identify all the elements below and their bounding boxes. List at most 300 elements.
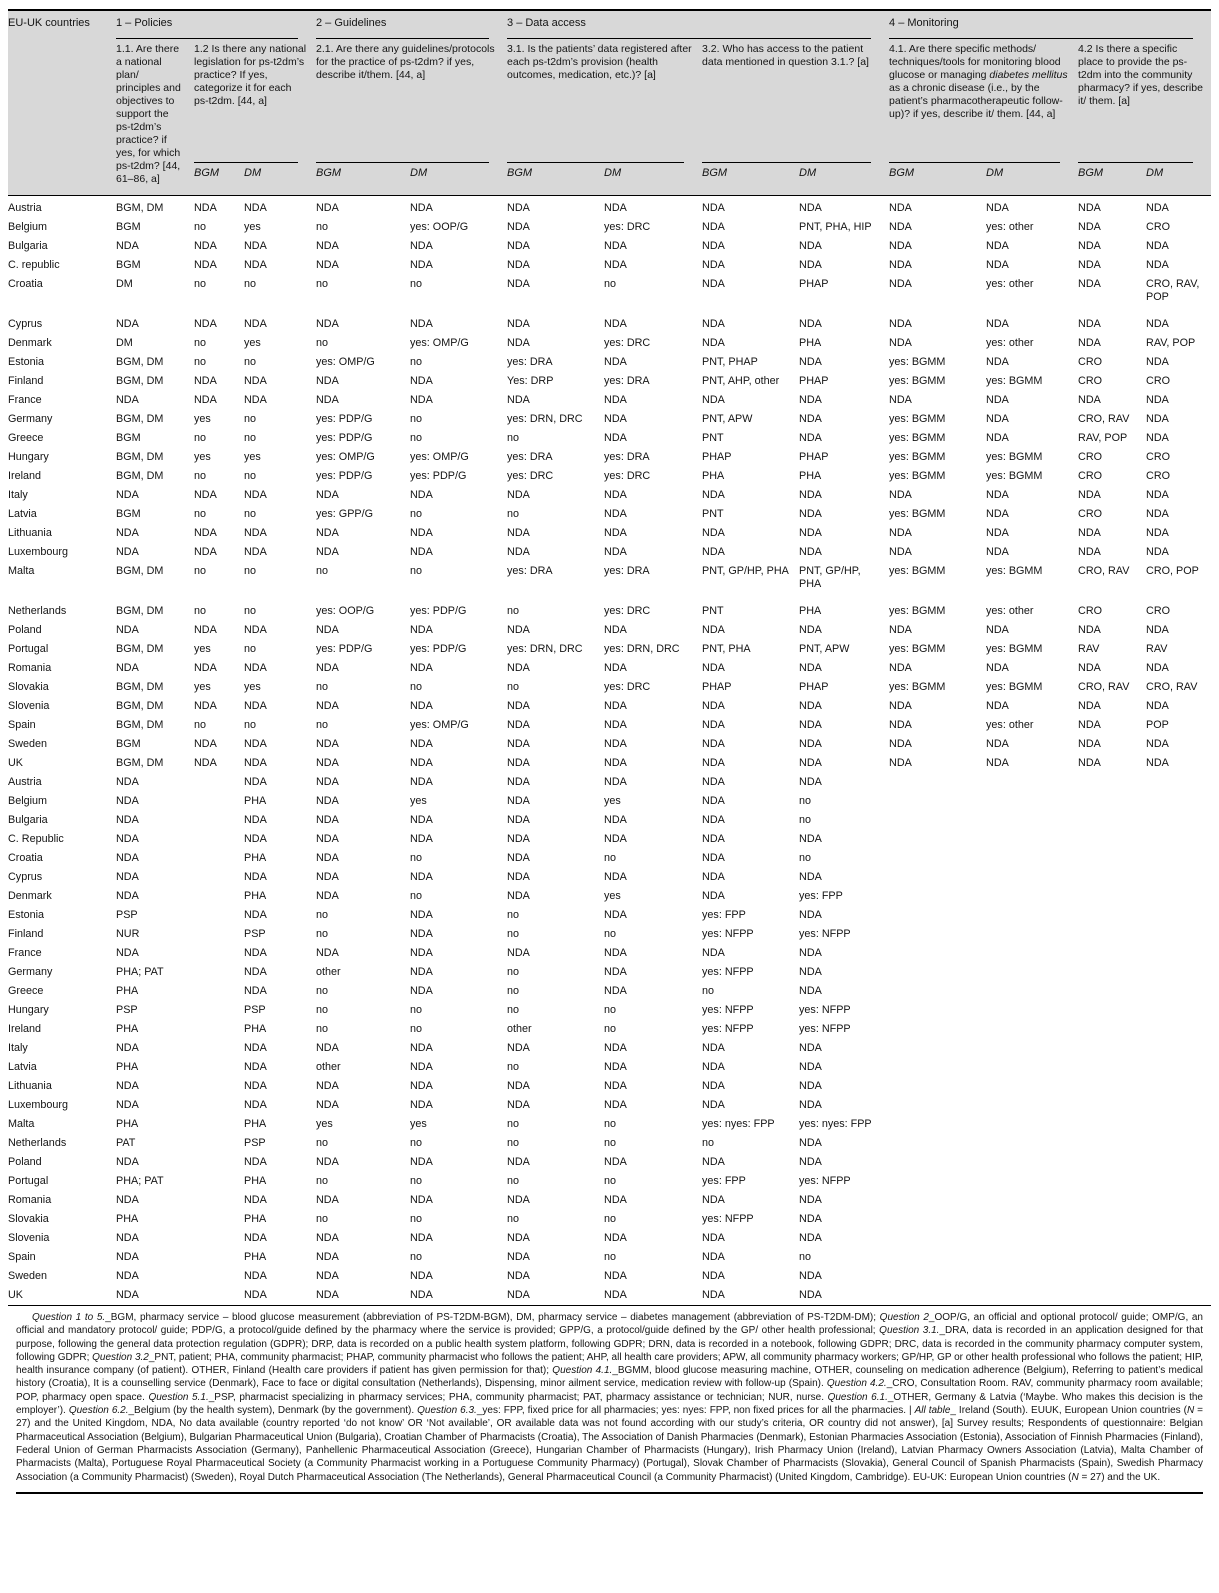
table-cell: NDA — [316, 1042, 339, 1054]
table-cell — [1078, 868, 1146, 887]
row-country: Poland — [8, 1156, 42, 1168]
table-cell: NDA — [316, 240, 339, 252]
table-cell — [889, 849, 986, 868]
row-country: Germany — [8, 966, 53, 978]
table-cell: NDA — [410, 375, 433, 387]
table-cell: yes: DRC — [604, 681, 651, 693]
table-cell — [889, 1096, 986, 1115]
table-cell: PHA — [116, 1213, 139, 1225]
table-cell: NDA — [507, 738, 530, 750]
footnote-question-marker: N — [1186, 1405, 1195, 1417]
table-cell: no — [194, 565, 207, 577]
table-cell — [194, 1248, 244, 1267]
table-cell: NDA — [986, 757, 1009, 769]
table-cell: NDA — [1146, 240, 1169, 252]
table-cell: NDA — [244, 1156, 267, 1168]
table-cell: NDA — [604, 814, 627, 826]
table-cell: NDA — [244, 1289, 267, 1301]
table-cell — [1078, 1286, 1146, 1306]
table-cell: NDA — [507, 202, 530, 214]
table-cell: yes: OOP/G — [316, 605, 375, 617]
footnote-text: _OOP/G, an official and optional protocol/ guide; OMP/G, an official and mandatory protocol/ guide; PDP/G, a protocol/guide defined by the pharmacy where the service is provided; GPP/G, a protocol/guide defined by the GP/ other health professional; — [16, 1312, 1203, 1337]
table-row — [8, 982, 1211, 1001]
table-cell: NDA — [1146, 508, 1169, 520]
table-cell: NDA — [702, 1289, 725, 1301]
table-row — [8, 1039, 1211, 1058]
table-row — [8, 1191, 1211, 1210]
table-cell — [889, 1248, 986, 1267]
table-cell: NDA — [316, 814, 339, 826]
corner-header — [8, 10, 116, 196]
table-row — [8, 275, 1211, 307]
question-3-1-text: 3.1. Is the patients’ data registered after each ps-t2dm’s provision (health outcomes, medication, etc.)? [a] — [507, 43, 692, 81]
table-cell: NDA — [410, 259, 433, 271]
table-cell: NDA — [702, 240, 725, 252]
table-cell: NDA — [507, 221, 530, 233]
row-country: Cyprus — [8, 871, 43, 883]
table-cell: NDA — [604, 738, 627, 750]
row-country: UK — [8, 1289, 23, 1301]
table-cell: NDA — [799, 527, 822, 539]
subheader-dm: DM — [1146, 163, 1211, 195]
table-cell: NDA — [410, 318, 433, 330]
table-cell: no — [316, 1004, 329, 1016]
table-cell: NDA — [604, 662, 627, 674]
table-cell: no — [410, 508, 423, 520]
table-cell: NDA — [702, 738, 725, 750]
table-row — [8, 524, 1211, 543]
table-cell: yes: BGMM — [986, 643, 1043, 655]
table-cell: NDA — [889, 719, 912, 731]
table-row — [8, 429, 1211, 448]
table-cell: NDA — [799, 1137, 822, 1149]
table-cell: NDA — [799, 776, 822, 788]
subheader-bgm: BGM — [194, 163, 244, 195]
footnote-text: _BGM, pharmacy service – blood glucose measurement (abbreviation of PS-T2DM-BGM), DM, pharmacy service – diabetes management (abbreviation of PS-T2DM-DM); — [105, 1312, 880, 1323]
table-cell: PHA — [244, 1213, 267, 1225]
table-row — [8, 1115, 1211, 1134]
table-cell: yes: FPP — [799, 890, 843, 902]
table-cell — [986, 1191, 1078, 1210]
table-row — [8, 1210, 1211, 1229]
table-cell: PSP — [244, 1004, 266, 1016]
table-cell: yes — [244, 337, 261, 349]
footnote-question-marker: Question 5.1. — [148, 1391, 209, 1403]
table-cell: NDA — [116, 1080, 139, 1092]
row-country: Belgium — [8, 221, 48, 233]
table-cell: NDA — [194, 259, 217, 271]
table-cell — [889, 887, 986, 906]
table-cell: NDA — [604, 508, 627, 520]
table-cell: NDA — [244, 700, 267, 712]
footnote-question-marker: Question 2 — [879, 1312, 929, 1323]
table-cell: no — [507, 985, 520, 997]
table-cell — [194, 1001, 244, 1020]
table-row — [8, 678, 1211, 697]
table-cell: NDA — [244, 909, 267, 921]
table-cell: NDA — [507, 1080, 530, 1092]
table-cell: NDA — [116, 394, 139, 406]
table-row — [8, 1134, 1211, 1153]
table-cell: NDA — [889, 738, 912, 750]
table-cell: NDA — [507, 776, 530, 788]
table-cell: yes — [244, 451, 261, 463]
footnote-text: = 27) and the United Kingdom, NDA, No data available (country reported ‘do not know’ OR ‘Not available’, OR available data was not found according with our study’s criteria, OR country did not answer), [a] Survey results; Respondents of questionnaire: Belgian Pharmaceutical Association (Belgium), Bulgarian Pharmaceutical Union (Bulgaria), Croatian Chamber of Pharmacists (Croatia), The Association of Danish Pharmacies (Denmark), Estonian Pharmacies Association (Estonia), Association of Finnish Pharmacies (Finland), Federal Union of German Pharmacists Association (Germany), Panhellenic Pharmaceutical Association (Greece), Hungarian Chamber of Pharmacists (Hungary), Irish Pharmacy Union (Ireland), Latvian Pharmacy Owners Association (Latvia), Malta Chamber of Pharmacists (Malta), Portuguese Royal Pharmaceutical Society (a Community Pharmacist working in a Portuguese Community Pharmacy) (Portugal), Slovak Chamber of Pharmacists (Slovakia), General Council of Spanish Pharmacists (Spain), Swedish Pharmacy Association (a Community Pharmacist) (Sweden), Royal Dutch Pharmaceutical Association (The Netherlands), General Pharmaceutical Council (a Community Pharmacist) (United Kingdom, Cambridge). EU-UK: European Union countries ( — [16, 1405, 1204, 1483]
table-cell — [1078, 1172, 1146, 1191]
table-cell: yes: NFPP — [799, 1004, 851, 1016]
table-cell: no — [702, 985, 715, 997]
table-cell: RAV — [1078, 643, 1100, 655]
table-cell — [986, 1039, 1078, 1058]
table-cell: yes: DRA — [604, 375, 650, 387]
table-cell: NDA — [244, 1042, 267, 1054]
table-cell: NDA — [702, 259, 725, 271]
table-cell: PNT, GP/HP, PHA — [702, 565, 789, 577]
table-cell: yes: NFPP — [702, 1213, 754, 1225]
table-cell: NDA — [986, 700, 1009, 712]
table-cell — [986, 1134, 1078, 1153]
table-cell: NDA — [604, 833, 627, 845]
table-cell: NDA — [410, 909, 433, 921]
table-cell: NDA — [702, 1232, 725, 1244]
table-cell — [1146, 1115, 1211, 1134]
table-cell: NDA — [702, 221, 725, 233]
table-cell — [889, 925, 986, 944]
table-cell: CRO — [1078, 470, 1103, 482]
group-policies — [116, 10, 316, 39]
table-cell: CRO — [1078, 451, 1103, 463]
table-cell — [194, 982, 244, 1001]
table-cell: yes: GPP/G — [316, 508, 373, 520]
table-cell: yes: BGMM — [889, 605, 946, 617]
table-cell: NDA — [604, 1270, 627, 1282]
table-cell: no — [410, 413, 423, 425]
table-cell — [986, 1267, 1078, 1286]
table-cell — [986, 925, 1078, 944]
table-cell: CRO — [1146, 375, 1171, 387]
table-cell: NDA — [799, 1080, 822, 1092]
table-row — [8, 391, 1211, 410]
table-cell — [986, 1001, 1078, 1020]
table-cell: NDA — [316, 489, 339, 501]
table-row — [8, 849, 1211, 868]
table-cell: BGM, DM — [116, 643, 164, 655]
table-cell — [1146, 1267, 1211, 1286]
table-cell: NDA — [410, 966, 433, 978]
table-cell — [1146, 1210, 1211, 1229]
table-cell: NDA — [604, 757, 627, 769]
table-cell: NDA — [316, 1099, 339, 1111]
table-cell: yes: OMP/G — [316, 451, 375, 463]
table-cell: NDA — [604, 1156, 627, 1168]
table-cell — [1146, 1229, 1211, 1248]
table-cell: NDA — [986, 527, 1009, 539]
row-country: Denmark — [8, 337, 52, 349]
results-table-body — [8, 196, 1211, 1306]
row-country: Bulgaria — [8, 814, 48, 826]
footnote-text: _yes: FPP, fixed price for all pharmacies; yes: nyes: FPP, non fixed prices for all the pharmacies. | — [476, 1405, 915, 1417]
table-cell: no — [410, 1004, 423, 1016]
question-1-2-text: 1.2 Is there any national legislation for ps-t2dm’s practice? If yes, categorize it for each ps-t2dm. [44, a] — [194, 43, 307, 107]
table-cell: NDA — [244, 1194, 267, 1206]
table-row — [8, 307, 1211, 334]
table-cell: NDA — [194, 546, 217, 558]
table-cell: NDA — [1146, 757, 1169, 769]
table-row — [8, 372, 1211, 391]
row-country: Ireland — [8, 470, 42, 482]
table-cell: NDA — [116, 776, 139, 788]
table-cell: NDA — [507, 890, 530, 902]
table-cell: PHAP — [799, 375, 829, 387]
table-cell: no — [507, 605, 520, 617]
table-cell: NDA — [116, 1042, 139, 1054]
table-row — [8, 1153, 1211, 1172]
table-cell — [1078, 773, 1146, 792]
table-cell: yes: BGMM — [889, 508, 946, 520]
table-row — [8, 925, 1211, 944]
table-cell: NDA — [244, 1099, 267, 1111]
question-4-1-text: 4.1. Are there specific methods/ techniques/tools for monitoring blood glucose or managing — [889, 43, 1061, 81]
table-cell: no — [410, 1251, 423, 1263]
table-cell — [986, 1248, 1078, 1267]
row-country: Malta — [8, 565, 35, 577]
table-cell — [194, 1210, 244, 1229]
table-cell: NDA — [244, 1270, 267, 1282]
table-cell: yes: BGMM — [986, 565, 1043, 577]
row-country: Austria — [8, 776, 42, 788]
table-cell: NDA — [507, 1289, 530, 1301]
table-cell: NDA — [507, 1156, 530, 1168]
table-cell: BGM, DM — [116, 413, 164, 425]
table-cell: no — [316, 1175, 329, 1187]
table-cell: NDA — [244, 738, 267, 750]
table-cell: no — [316, 681, 329, 693]
table-cell: NDA — [702, 757, 725, 769]
table-cell: NDA — [507, 259, 530, 271]
table-cell: NDA — [507, 662, 530, 674]
table-cell — [889, 773, 986, 792]
table-row — [8, 1248, 1211, 1267]
table-cell: NDA — [799, 871, 822, 883]
table-cell: yes: other — [986, 605, 1034, 617]
header-group-row — [8, 10, 1211, 39]
question-1-1-text: 1.1. Are there a national plan/ principles and objectives to support the ps-t2dm’s practice? if yes, for which ps-t2dm? [44, 61–86, a] — [116, 43, 181, 185]
row-country: Sweden — [8, 1270, 48, 1282]
table-cell: NDA — [316, 394, 339, 406]
footnote-text: _OTHER, Germany & Latvia (‘Maybe. Who makes this decision is the employer’). — [16, 1391, 1203, 1417]
table-cell: NDA — [316, 871, 339, 883]
table-cell: NDA — [702, 1061, 725, 1073]
table-cell: BGM — [116, 432, 141, 444]
table-cell: yes: PDP/G — [410, 470, 467, 482]
table-cell: NDA — [702, 1080, 725, 1092]
table-cell: NDA — [799, 624, 822, 636]
table-cell: NDA — [604, 1080, 627, 1092]
table-cell: NDA — [604, 966, 627, 978]
subheader-dm: DM — [244, 163, 316, 195]
table-cell: NDA — [507, 1042, 530, 1054]
table-cell: yes: BGMM — [889, 375, 946, 387]
group-data-access — [507, 10, 889, 39]
table-cell: PNT, APW — [702, 413, 753, 425]
question-3-1 — [507, 39, 702, 163]
table-cell: no — [410, 890, 423, 902]
table-cell: yes — [604, 795, 621, 807]
table-cell: yes: NFPP — [702, 928, 754, 940]
table-cell: yes: DRA — [604, 565, 650, 577]
table-cell: NDA — [1078, 202, 1101, 214]
table-cell: NDA — [410, 1042, 433, 1054]
table-cell: NDA — [702, 795, 725, 807]
table-cell: NDA — [986, 662, 1009, 674]
table-cell — [1146, 1172, 1211, 1191]
row-country: Greece — [8, 432, 44, 444]
table-cell: NDA — [986, 508, 1009, 520]
table-cell: NDA — [507, 489, 530, 501]
table-cell — [986, 1153, 1078, 1172]
table-cell: no — [507, 928, 520, 940]
table-cell: NDA — [410, 394, 433, 406]
table-cell: NDA — [410, 947, 433, 959]
table-cell: NDA — [604, 624, 627, 636]
table-cell: NDA — [702, 1099, 725, 1111]
table-cell — [986, 963, 1078, 982]
table-cell: NDA — [316, 757, 339, 769]
row-country: Lithuania — [8, 527, 52, 539]
table-cell: NDA — [410, 546, 433, 558]
table-cell: NDA — [507, 1270, 530, 1282]
table-cell — [1146, 1153, 1211, 1172]
table-cell — [194, 1039, 244, 1058]
table-cell: no — [604, 1137, 617, 1149]
table-cell: NDA — [244, 966, 267, 978]
table-cell: NDA — [316, 1289, 339, 1301]
table-cell: PSP — [116, 1004, 138, 1016]
table-cell: NDA — [604, 1232, 627, 1244]
table-cell: yes — [194, 413, 211, 425]
row-country: Croatia — [8, 278, 43, 290]
table-cell: NDA — [1078, 719, 1101, 731]
table-cell: yes: BGMM — [889, 565, 946, 577]
table-cell: NDA — [702, 814, 725, 826]
table-cell — [194, 868, 244, 887]
table-cell — [1078, 1210, 1146, 1229]
question-2-1 — [316, 39, 507, 163]
table-cell: no — [244, 643, 257, 655]
table-cell: NDA — [316, 546, 339, 558]
table-cell: NDA — [702, 546, 725, 558]
table-cell: PHA — [799, 470, 822, 482]
row-country: Hungary — [8, 451, 49, 463]
row-country: C. republic — [8, 259, 60, 271]
table-cell — [889, 1077, 986, 1096]
table-cell — [889, 944, 986, 963]
table-cell: yes: BGMM — [986, 681, 1043, 693]
table-cell: no — [799, 1251, 812, 1263]
table-cell: no — [194, 337, 207, 349]
table-cell: NDA — [194, 240, 217, 252]
table-row — [8, 1267, 1211, 1286]
question-4-1-italic: diabetes mellitus — [989, 69, 1068, 81]
table-cell: no — [194, 356, 207, 368]
table-cell — [1078, 944, 1146, 963]
table-cell: NDA — [702, 852, 725, 864]
table-row — [8, 944, 1211, 963]
footnote-text: _PNT, patient; PHA, community pharmacist; PHAP, community pharmacist who follows the patient; AHP, all health care providers; APW, all community pharmacy workers; GP/HP, GP or other health professional who follows the patient; HIP, health insurance company (of patient). OTHER, Finland (Health care providers if patient has given permission for that); — [16, 1351, 1204, 1377]
table-row — [8, 486, 1211, 505]
table-cell: NDA — [116, 814, 139, 826]
table-cell — [194, 887, 244, 906]
table-cell: NDA — [799, 719, 822, 731]
table-cell: yes: NFPP — [702, 1004, 754, 1016]
table-cell: NDA — [702, 1156, 725, 1168]
table-cell — [1078, 1248, 1146, 1267]
table-cell: yes: FPP — [702, 1175, 746, 1187]
table-cell: NDA — [604, 546, 627, 558]
table-cell: NDA — [244, 947, 267, 959]
table-cell: NDA — [1078, 318, 1101, 330]
table-cell: no — [507, 681, 520, 693]
table-cell — [1078, 982, 1146, 1001]
table-cell: no — [410, 432, 423, 444]
table-cell — [1146, 1020, 1211, 1039]
table-cell — [986, 1229, 1078, 1248]
table-cell: NDA — [986, 202, 1009, 214]
table-cell: NDA — [986, 738, 1009, 750]
table-cell: yes: DRN, DRC — [507, 413, 583, 425]
row-country: Luxembourg — [8, 546, 69, 558]
table-cell: no — [194, 605, 207, 617]
table-cell: PHAP — [799, 451, 829, 463]
row-country: Ireland — [8, 1023, 42, 1035]
row-country: Austria — [8, 202, 42, 214]
table-cell — [194, 1096, 244, 1115]
table-cell: PSP — [116, 909, 138, 921]
table-cell: no — [410, 1137, 423, 1149]
row-country: Portugal — [8, 1175, 49, 1187]
table-cell: NDA — [889, 259, 912, 271]
table-cell: NDA — [244, 662, 267, 674]
table-cell: yes: BGMM — [889, 432, 946, 444]
table-cell: NDA — [316, 700, 339, 712]
table-cell: PNT, APW — [799, 643, 850, 655]
table-cell: NDA — [316, 202, 339, 214]
table-row — [8, 697, 1211, 716]
table-cell: NDA — [410, 489, 433, 501]
table-cell: NDA — [799, 318, 822, 330]
table-cell — [986, 906, 1078, 925]
table-cell — [194, 811, 244, 830]
table-cell — [1146, 887, 1211, 906]
table-row — [8, 1229, 1211, 1248]
table-cell: yes: DRN, DRC — [507, 643, 583, 655]
table-cell: PHA — [799, 337, 822, 349]
table-cell: NDA — [986, 489, 1009, 501]
table-cell: NDA — [194, 394, 217, 406]
table-cell: NDA — [244, 1232, 267, 1244]
table-cell: CRO, RAV — [1146, 681, 1198, 693]
table-cell: NDA — [1146, 259, 1169, 271]
table-cell: NDA — [799, 1194, 822, 1206]
table-cell — [194, 849, 244, 868]
table-cell: no — [604, 278, 617, 290]
group-monitoring-label: 4 – Monitoring — [889, 17, 959, 29]
table-cell: NDA — [507, 719, 530, 731]
table-cell: yes: PDP/G — [316, 413, 373, 425]
table-row — [8, 543, 1211, 562]
table-cell: NDA — [1078, 700, 1101, 712]
table-cell: NDA — [116, 1270, 139, 1282]
